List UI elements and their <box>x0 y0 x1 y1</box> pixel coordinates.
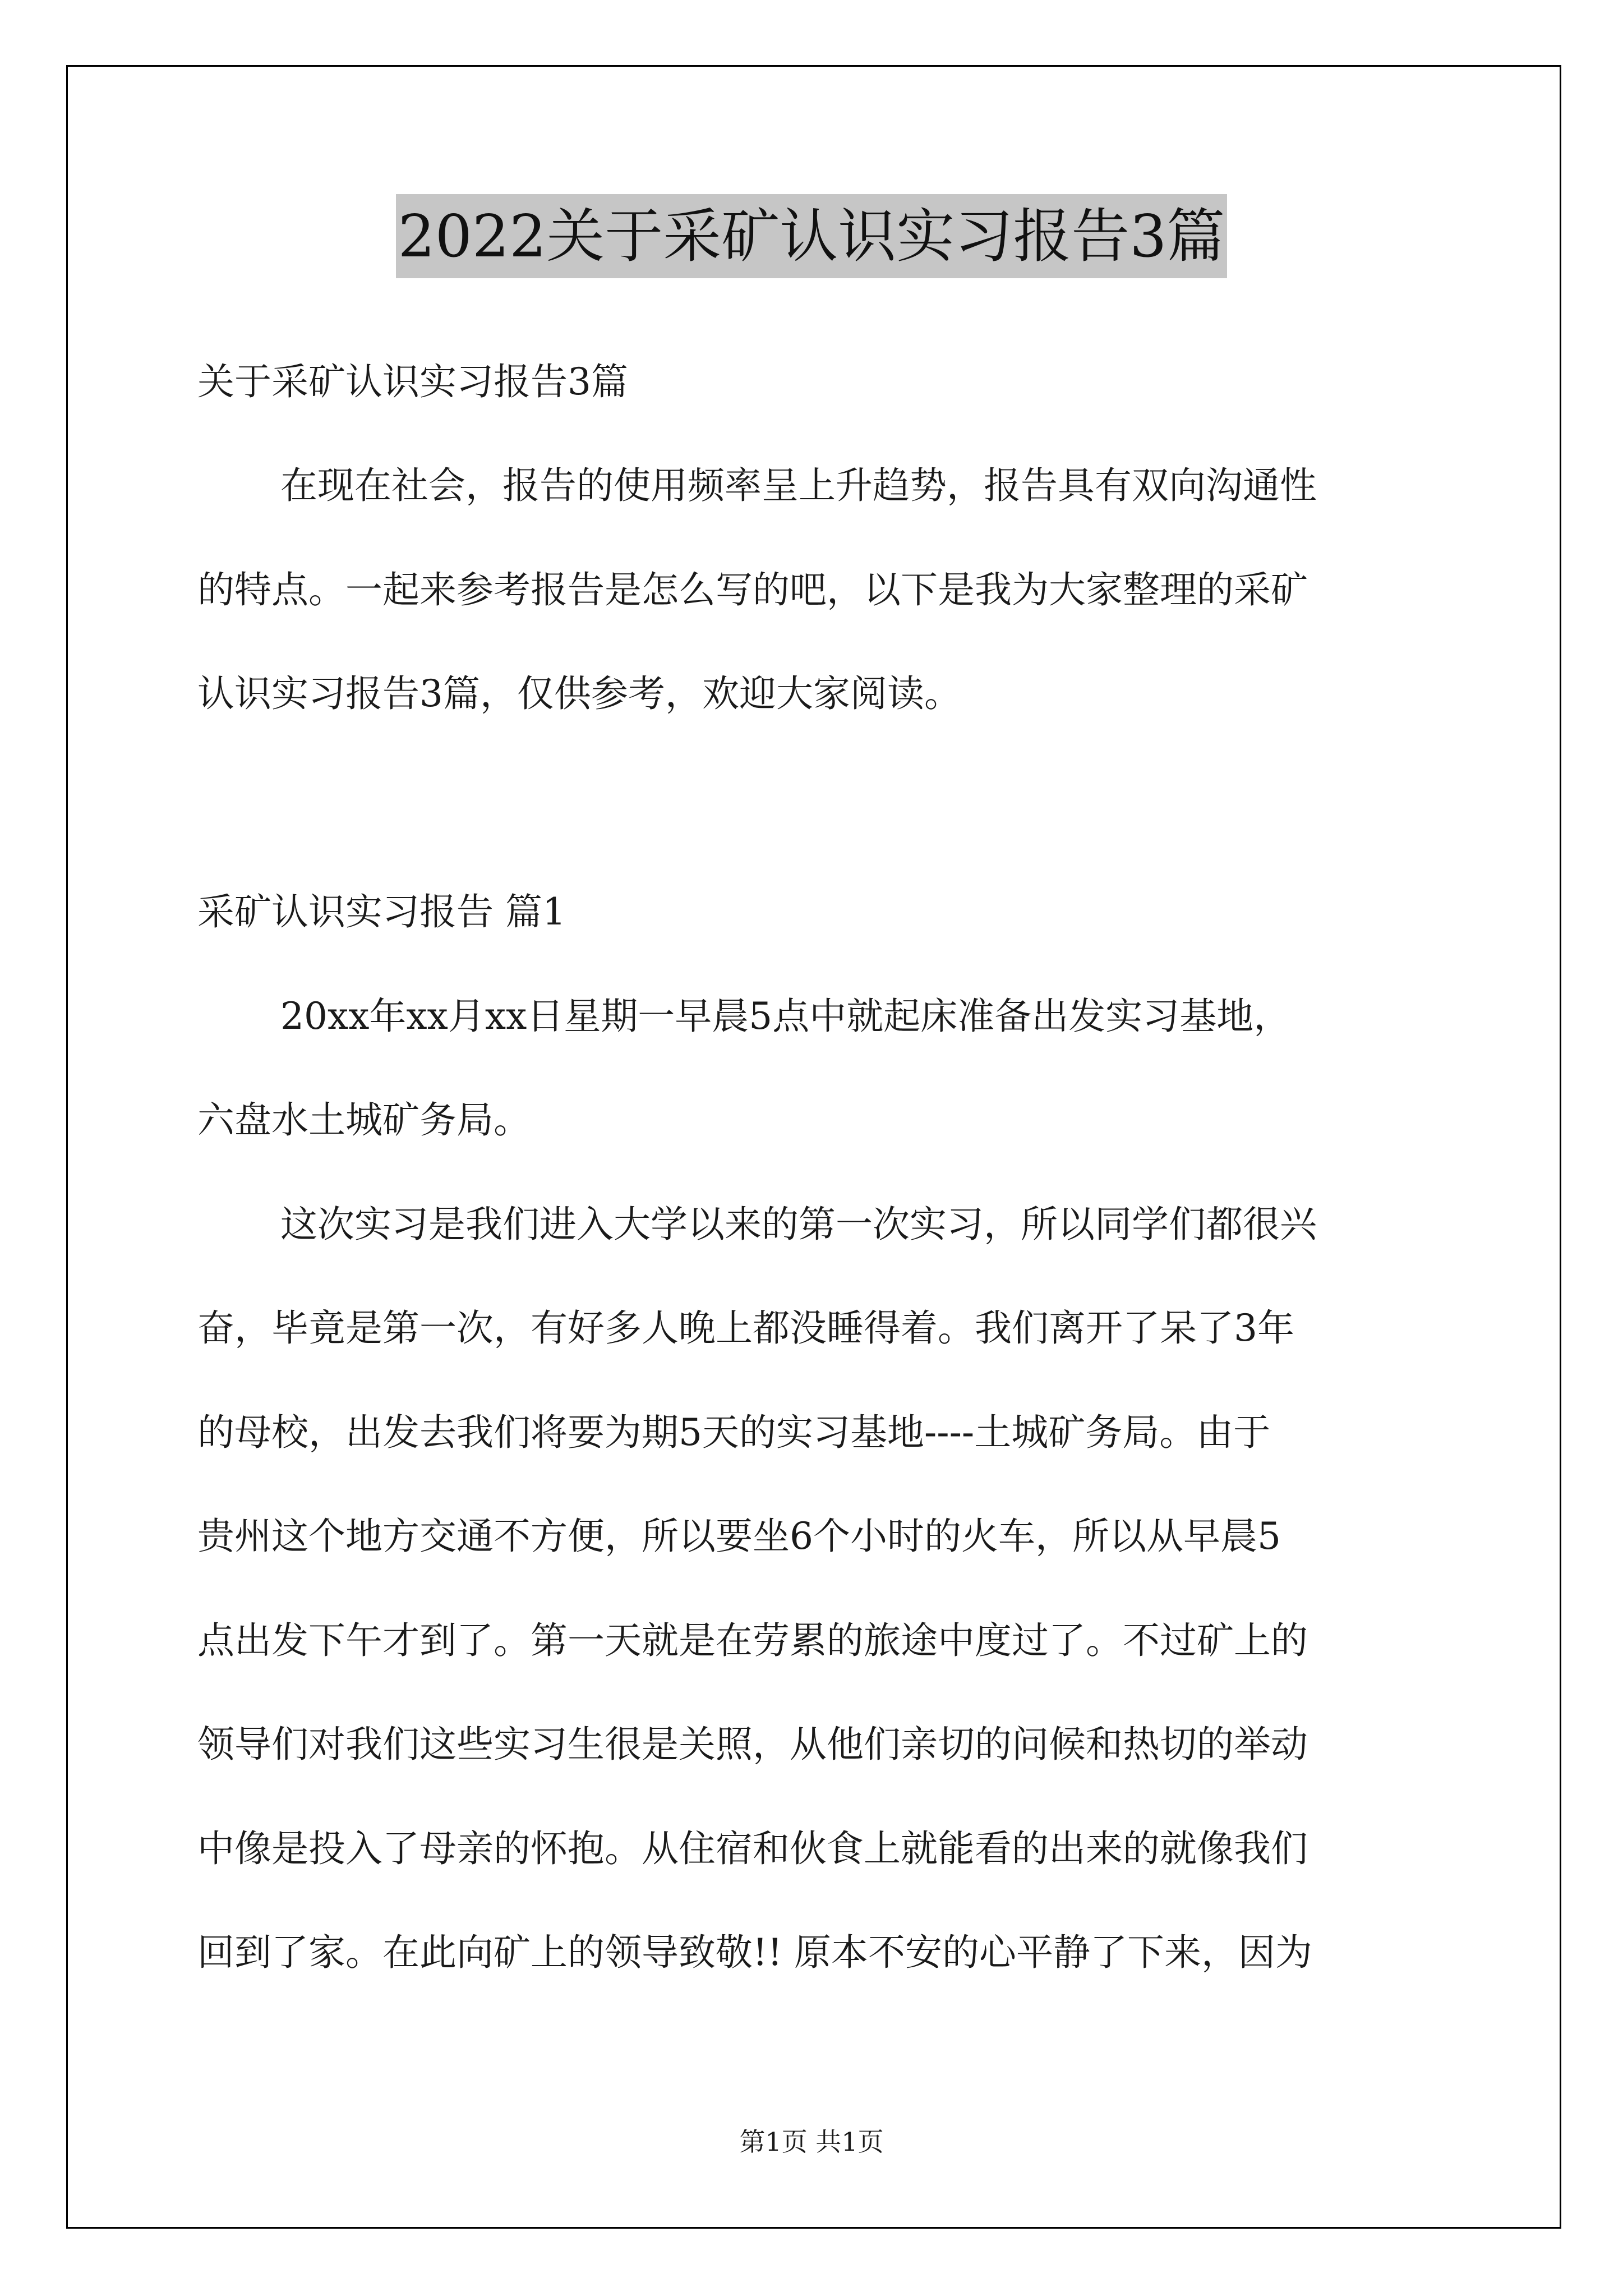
title-container <box>0 194 1623 278</box>
paragraph-line: 回到了家。在此向矿上的领导致敬!! 原本不安的心平静了下来，因为 <box>197 1931 1313 1974</box>
paragraph-line: 奋，毕竟是第一次，有好多人晚上都没睡得着。我们离开了呆了3年 <box>197 1306 1294 1350</box>
intro-line: 在现在社会，报告的使用频率呈上升趋势，报告具有双向沟通性 <box>280 464 1317 507</box>
page-number: 第1页 共1页 <box>739 2127 884 2157</box>
paragraph-line: 贵州这个地方交通不方便，所以要坐6个小时的火车，所以从早晨5 <box>197 1515 1281 1558</box>
paragraph-line: 领导们对我们这些实习生很是关照，从他们亲切的问候和热切的举动 <box>197 1723 1308 1766</box>
intro-line: 认识实习报告3篇，仅供参考，欢迎大家阅读。 <box>197 672 961 715</box>
paragraph-line: 点出发下午才到了。第一天就是在劳累的旅途中度过了。不过矿上的 <box>197 1619 1308 1662</box>
paragraph-line: 20xx年xx月xx日星期一早晨5点中就起床准备出发实习基地， <box>280 995 1291 1038</box>
paragraph-line: 中像是投入了母亲的怀抱。从住宿和伙食上就能看的出来的就像我们 <box>197 1827 1308 1870</box>
paragraph-line: 的母校，出发去我们将要为期5天的实习基地----土城矿务局。由于 <box>197 1411 1271 1454</box>
paragraph-line: 这次实习是我们进入大学以来的第一次实习，所以同学们都很兴 <box>280 1203 1317 1246</box>
section-heading: 采矿认识实习报告 篇1 <box>197 890 566 933</box>
intro-line: 的特点。一起来参考报告是怎么写的吧，以下是我为大家整理的采矿 <box>197 568 1308 611</box>
document-subtitle: 关于采矿认识实习报告3篇 <box>197 360 628 403</box>
paragraph-line: 六盘水土城矿务局。 <box>197 1098 531 1142</box>
document-title: 2022关于采矿认识实习报告3篇 <box>396 194 1228 278</box>
